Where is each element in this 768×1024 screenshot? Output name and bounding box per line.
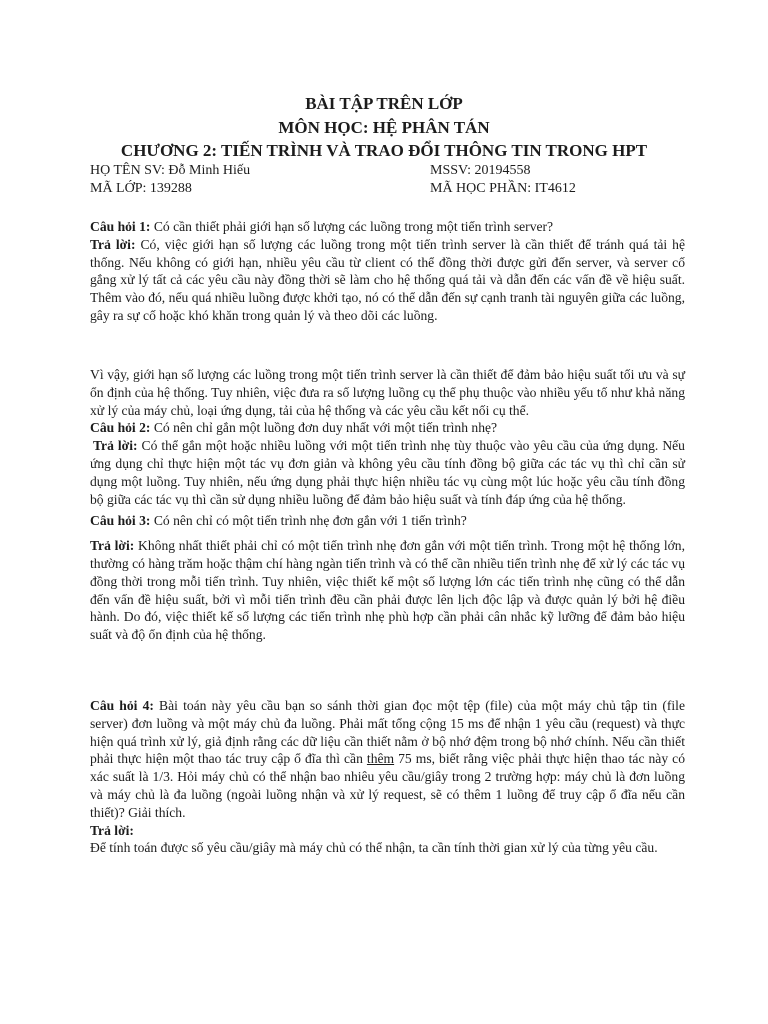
answer-2 <box>90 437 685 508</box>
question-1 <box>90 218 685 236</box>
answer-label: Trả lời: <box>90 236 136 252</box>
question-4-section <box>90 697 685 857</box>
question-label: Câu hỏi 3: <box>90 513 151 529</box>
question-text-continued: 75 ms, biết rằng việc phải thực hiện thao tác này có xác suất là 1/3. Hỏi máy chủ có thể nhận bao nhiêu yêu cầu/giây trong 2 trường hợp: máy chủ là đơn luồng và máy chủ là đa luồng (ngoài luồng nhận và xử lý request, sẽ có thêm 1 luồng để truy cập ổ đĩa nếu cần thiết)? Giải thích. <box>90 751 685 820</box>
question-underlined-word: thêm <box>366 751 395 767</box>
questions-section <box>90 218 685 325</box>
header-subject: MÔN HỌC: HỆ PHÂN TÁN <box>278 118 490 137</box>
header-title-line-1: BÀI TẬP TRÊN LỚP <box>305 94 463 113</box>
course-code: MÃ HỌC PHẦN: IT4612 <box>430 181 576 196</box>
answer-4-label: Trả lời: <box>90 822 134 838</box>
answer-text: Có, việc giới hạn số lượng các luồng trong một tiến trình server là cần thiết để tránh quá tải hệ thống. Nếu không có giới hạn, nhiều yêu cầu từ client có thể đồng thời được gửi đến server, và server cố gắng xử lý tất cả các yêu cầu này đồng thời sẽ làm cho hệ thống quá tải và dẫn đến các vấn đề về hiệu suất. Thêm vào đó, nếu quá nhiều luồng được khởi tạo, nó có thể dẫn đến sự cạnh tranh tài nguyên giữa các luồng, gây ra sự cố hoặc khó khăn trong quản lý và theo dõi các luồng. <box>90 236 685 323</box>
student-id: MSSV: 20194558 <box>430 163 531 178</box>
question-text: Có cần thiết phải giới hạn số lượng các luồng trong một tiến trình server? <box>150 219 554 234</box>
question-label: Câu hỏi 1: <box>90 219 151 234</box>
answer-3 <box>90 537 685 644</box>
question-3 <box>90 512 685 530</box>
class-code: MÃ LỚP: 139288 <box>90 181 192 196</box>
question-text: Có nên chỉ có một tiến trình nhẹ đơn gắn với 1 tiến trình? <box>150 513 467 529</box>
question-label: Câu hỏi 4: <box>90 698 154 713</box>
question-2 <box>90 419 685 437</box>
answer-text: Có thể gắn một hoặc nhiều luồng với một tiến trình nhẹ tùy thuộc vào yêu cầu của ứng dụng. Nếu ứng dụng chỉ thực hiện một tác vụ đơn giản và không yêu cầu tính đồng bộ giữa các tác vụ thì chỉ cần sử dụng một luồng. Tuy nhiên, nếu ứng dụng phải thực hiện nhiều tác vụ cùng một lúc hoặc yêu cầu tính đồng bộ giữa các tác vụ thì cần sử dụng nhiều luồng để đảm bảo hiệu suất và tính đáp ứng của hệ thống. <box>90 438 685 507</box>
answer-4: Để tính toán được số yêu cầu/giây mà máy chủ có thể nhận, ta cần tính thời gian xử lý của từng yêu cầu. <box>90 840 658 856</box>
question-label: Câu hỏi 2: <box>90 420 151 436</box>
question-text: Bài toán này yêu cầu bạn so sánh thời gian đọc một tệp (file) của một máy chủ tập tin (file server) đơn luồng và một máy chủ đa luồng. Phải mất tổng cộng 15 ms để nhận 1 yêu cầu (request) và thực hiện quá trình xử lý, giả định rằng các dữ liệu cần thiết nằm ở bộ nhớ đệm trong bộ nhớ chính. Nếu cần thiết phải thực hiện một thao tác truy cập ổ đĩa thì cần <box>90 698 685 767</box>
question-text: Có nên chỉ gắn một luồng đơn duy nhất với một tiến trình nhẹ? <box>150 420 498 436</box>
answer-1 <box>90 236 685 325</box>
answer-text: Không nhất thiết phải chỉ có một tiến trình nhẹ đơn gắn với một tiến trình. Trong một hệ thống lớn, thường có hàng trăm hoặc thậm chí hàng ngàn tiến trình và có thể cần nhiều tiến trình nhẹ để xử lý các tác vụ đồng thời trong mỗi tiến trình. Tuy nhiên, việc thiết kế một số lượng lớn các tiến trình nhẹ cũng có thể dẫn đến vấn đề hiệu suất, bởi vì mỗi tiến trình đều cần phải được lên lịch độc lập và được quản lý bởi hệ điều hành. Do đó, việc thiết kế số lượng các tiến trình nhẹ phù hợp cần phải cân nhắc kỹ lưỡng để đảm bảo hiệu suất và độ ổn định của hệ thống. <box>90 538 685 643</box>
answer-label: Trả lời: <box>90 538 135 554</box>
question-4 <box>90 697 685 822</box>
answer-label: Trả lời: <box>93 438 138 454</box>
questions-section-continued <box>90 366 685 644</box>
student-name: HỌ TÊN SV: Đỗ Minh Hiếu <box>90 163 251 178</box>
answer-1-conclusion: Vì vậy, giới hạn số lượng các luồng trong một tiến trình server là cần thiết để đảm bảo hiệu suất tối ưu và sự ổn định của hệ thống. Tuy nhiên, việc đưa ra số lượng luồng cụ thể phụ thuộc vào nhiều yếu tố như khả năng xử lý của máy chủ, loại ứng dụng, tải của hệ thống và các yêu cầu kết nối cụ thể. <box>90 367 685 418</box>
header-chapter: CHƯƠNG 2: TIẾN TRÌNH VÀ TRAO ĐỔI THÔNG TIN TRONG HPT <box>120 141 648 160</box>
